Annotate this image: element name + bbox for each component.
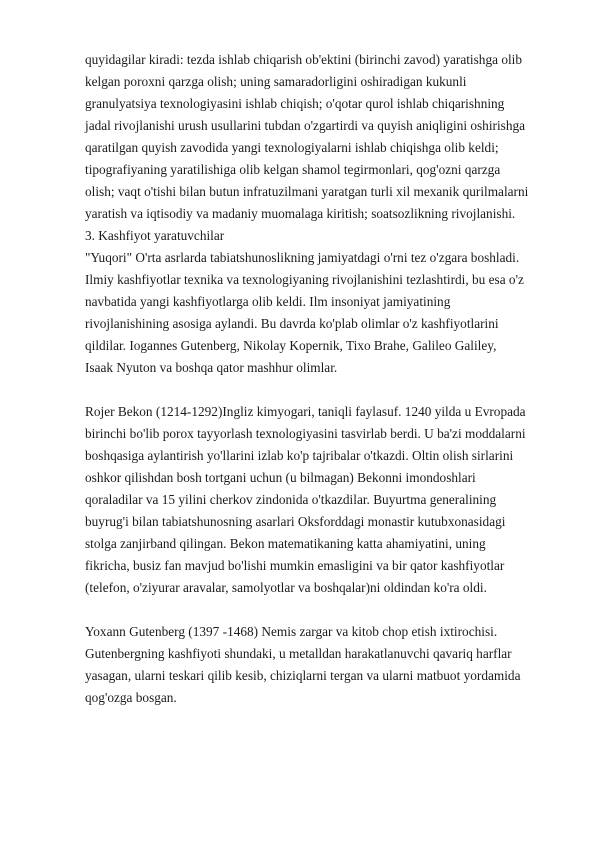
text-line: birinchi bo'lib porox tayyorlash texnologiyasini tasvirlab berdi. U ba'zi moddalarni: [85, 426, 526, 441]
text-line: jadal rivojlanishi urush usullarini tubdan o'zgartirdi va quyish aniqligini oshirishga: [85, 118, 526, 133]
text-line: rivojlanishining asosiga aylandi. Bu davrda ko'plab olimlar o'z kashfiyotlarini: [85, 316, 499, 331]
text-line: yasagan, ularni teskari qilib kesib, chiziqlarni tergan va ularni matbuot yordamida: [85, 668, 521, 683]
text-line: olish; vaqt o'tishi bilan butun infratuzilmani yaratgan turli xil mexanik qurilmalarni: [85, 184, 529, 199]
text-line: Ilmiy kashfiyotlar texnika va texnologiyaning rivojlanishini tezlashtirdi, bu esa o'z: [85, 272, 524, 287]
text-line: granulyatsiya texnologiyasini ishlab chiqish; o'qotar qurol ishlab chiqarishning: [85, 96, 505, 111]
text-line: quyidagilar kiradi: tezda ishlab chiqarish ob'ektini (birinchi zavod) yaratishga olib: [85, 52, 522, 67]
text-line: fikricha, busiz fan mavjud bo'lishi mumkin emasligini va bir qator kashfiyotlar: [85, 558, 505, 573]
text-line: buyrug'i bilan tabiatshunosning asarlari Oksforddagi monastir kutubxonasidagi: [85, 514, 506, 529]
section-heading: 3. Kashfiyot yaratuvchilar: [85, 228, 225, 243]
text-line: stolga zanjirband qilingan. Bekon matematikaning katta ahamiyatini, uning: [85, 536, 486, 551]
text-line: Gutenbergning kashfiyoti shundaki, u metalldan harakatlanuvchi qavariq harflar: [85, 646, 512, 661]
text-line: qoraladilar va 15 yilini cherkov zindonida o'tkazdilar. Buyurtma generalining: [85, 492, 497, 507]
text-line: oshkor qilishdan bosh tortgani uchun (u bilmagan) Bekonni imondoshlari: [85, 470, 476, 485]
text-line: Rojer Bekon (1214-1292)Ingliz kimyogari, taniqli faylasuf. 1240 yilda u Evropada: [85, 404, 526, 419]
text-line: Yoxann Gutenberg (1397 -1468) Nemis zargar va kitob chop etish ixtirochisi.: [85, 624, 498, 639]
text-line: boshqasiga aylantirish yo'llarini izlab ko'p tajribalar o'tkazdi. Oltin olish sirlarini: [85, 448, 514, 463]
text-line: kelgan poroxni qarzga olish; uning samaradorligini oshiradigan kukunli: [85, 74, 467, 89]
paragraph-inventions: [85, 49, 565, 225]
text-line: Isaak Nyuton va boshqa qator mashhur olimlar.: [85, 360, 338, 375]
paragraph-spacer: [85, 599, 565, 621]
paragraph-gutenberg: [85, 621, 565, 709]
paragraph-roger-bacon: [85, 401, 565, 599]
document-body: [85, 49, 565, 709]
text-line: (telefon, o'ziyurar aravalar, samolyotlar va boshqalar)ni oldindan ko'ra oldi.: [85, 580, 487, 595]
text-line: qaratilgan quyish zavodida yangi texnologiyalarni ishlab chiqishga olib keldi;: [85, 140, 499, 155]
paragraph-spacer: [85, 379, 565, 401]
text-line: yaratish va iqtisodiy va madaniy muomalaga kiritish; soatsozlikning rivojlanishi.: [85, 206, 516, 221]
paragraph-high-middle-ages: [85, 247, 565, 379]
text-line: "Yuqori" O'rta asrlarda tabiatshunoslikning jamiyatdagi o'rni tez o'zgara boshladi.: [85, 250, 520, 265]
text-line: tipografiyaning yaratilishiga olib kelgan shamol tegirmonlari, qog'ozni qarzga: [85, 162, 501, 177]
text-line: navbatida yangi kashfiyotlarga olib keldi. Ilm insoniyat jamiyatining: [85, 294, 451, 309]
text-line: qildilar. Iogannes Gutenberg, Nikolay Kopernik, Tixo Brahe, Galileo Galiley,: [85, 338, 497, 353]
text-line: qog'ozga bosgan.: [85, 690, 177, 705]
